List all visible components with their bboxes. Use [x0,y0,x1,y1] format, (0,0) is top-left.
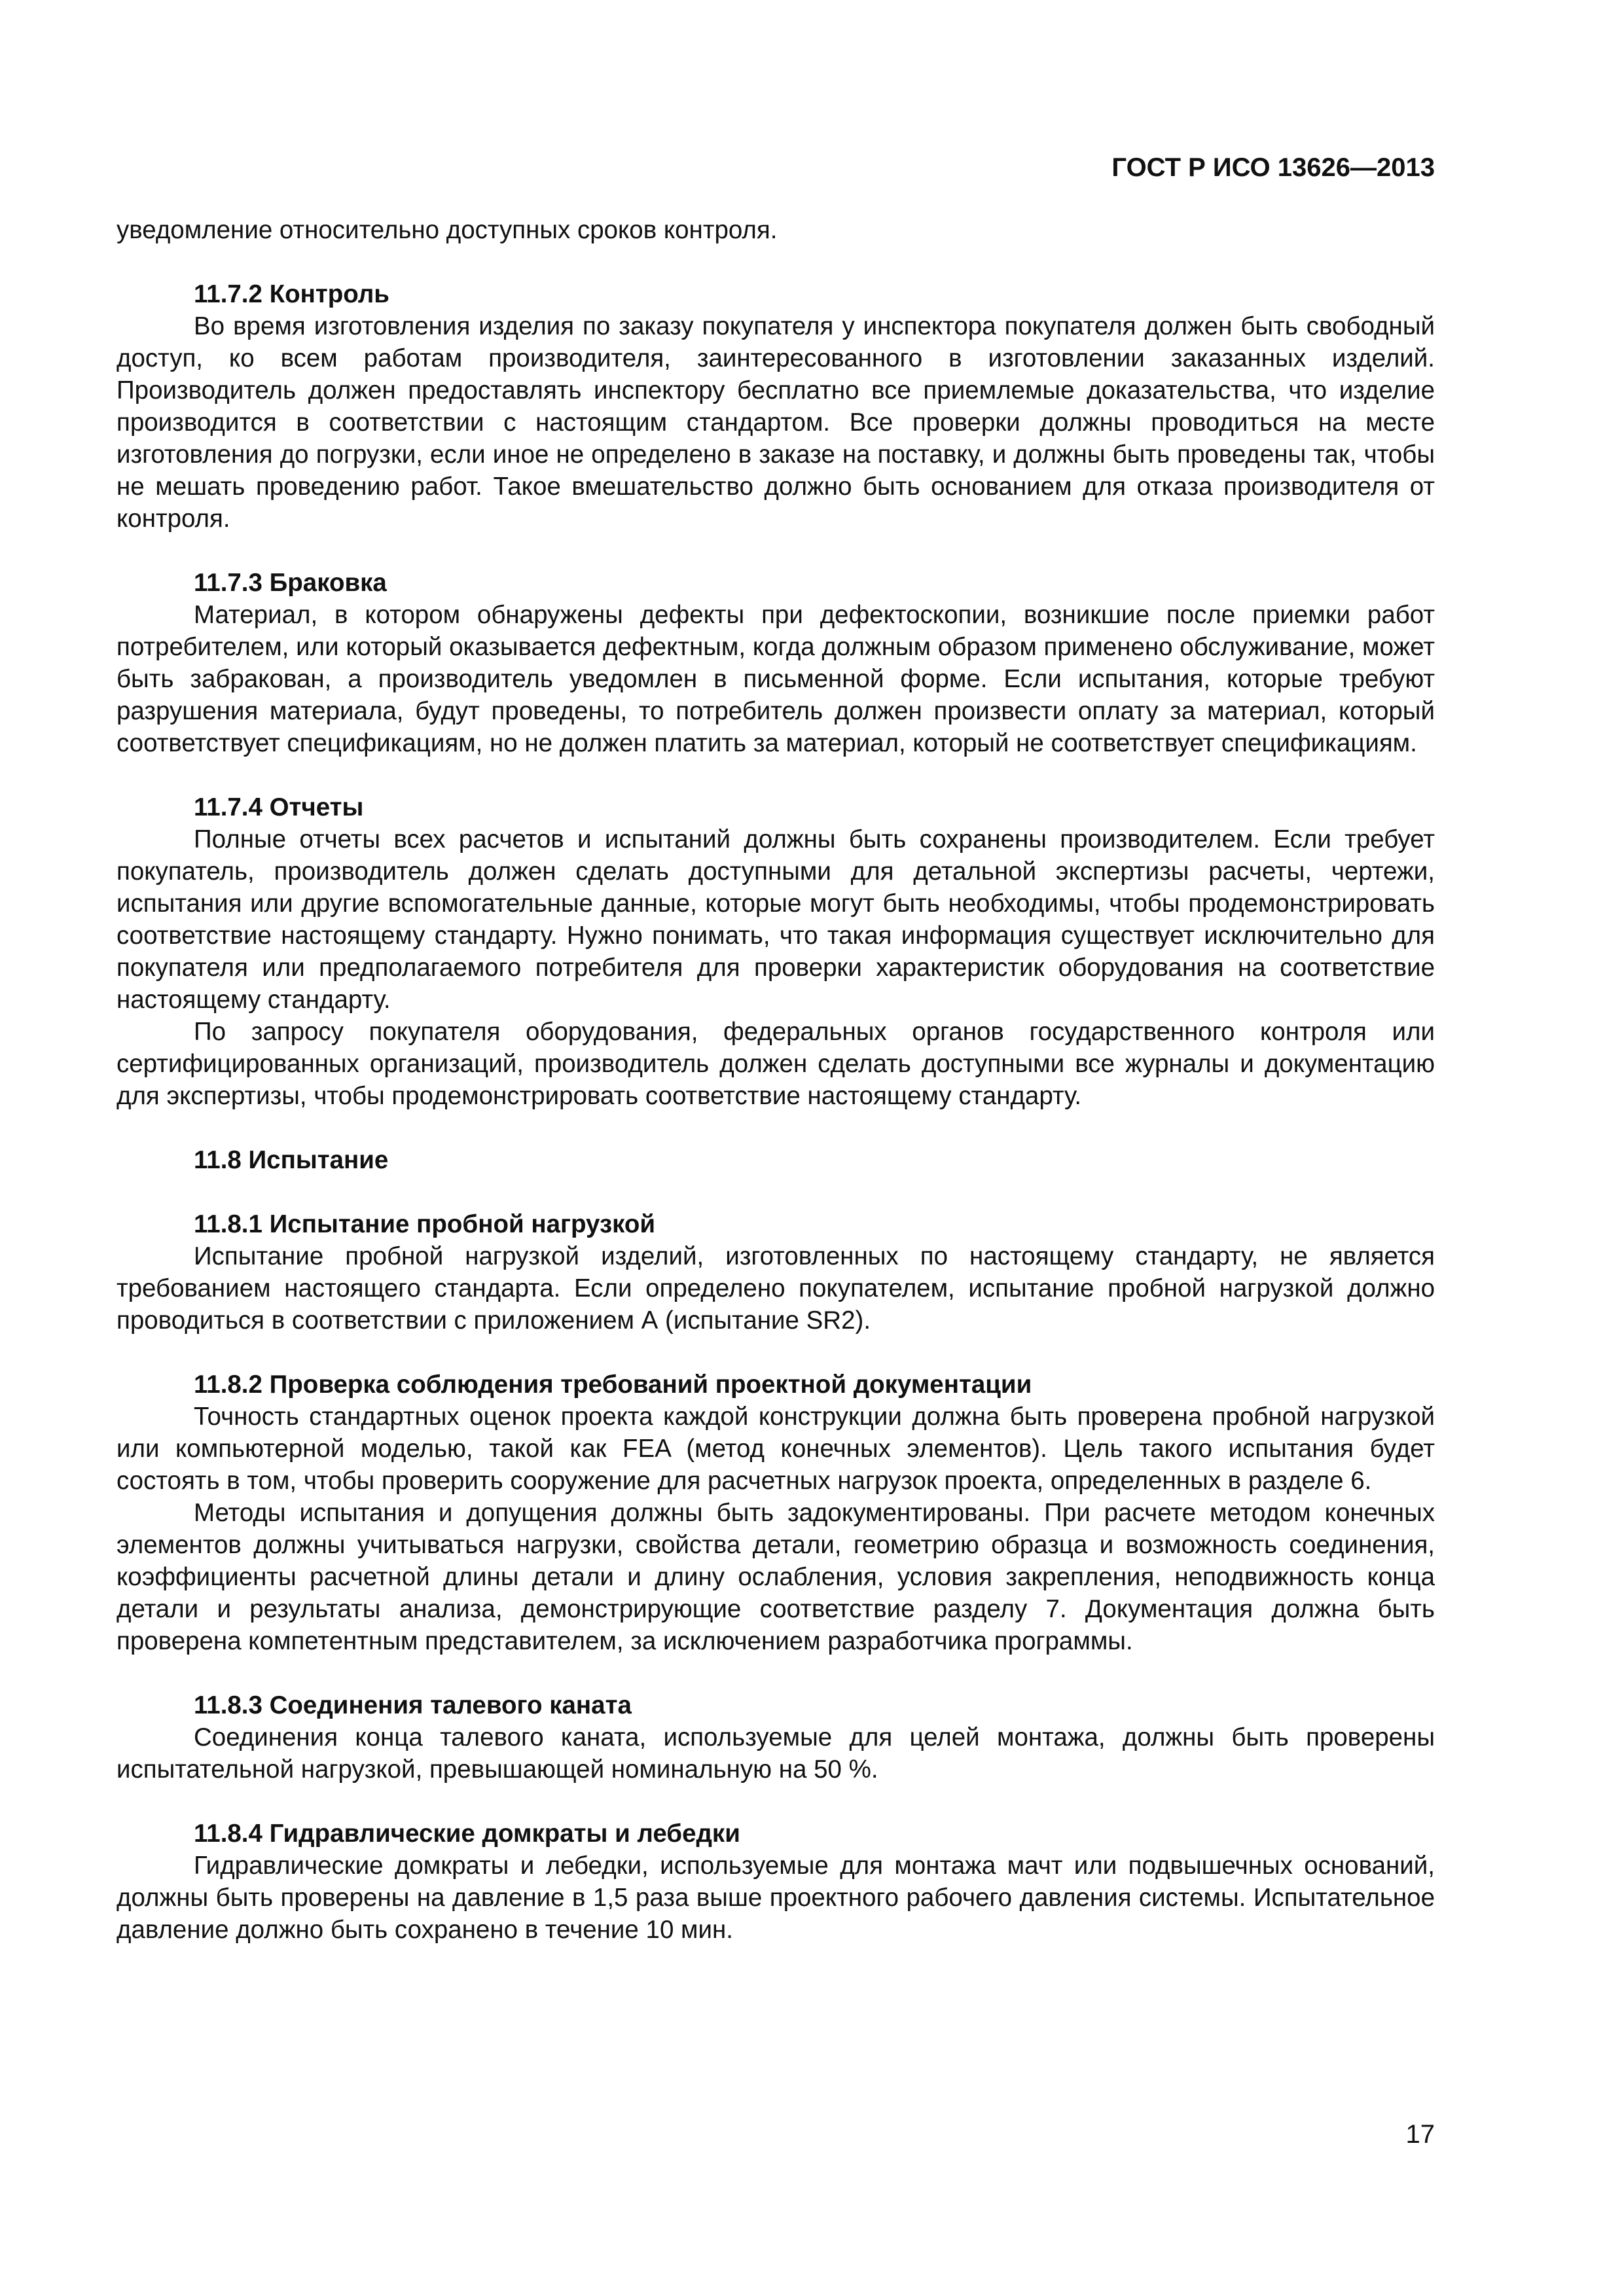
page-number: 17 [1405,2120,1435,2149]
section-heading-11-8-1: 11.8.1 Испытание пробной нагрузкой [194,1210,656,1238]
page-content [117,214,1435,1946]
continuation-paragraph: уведомление относительно доступных сроков контроля. [117,216,778,244]
running-header-standard-code: ГОСТ Р ИСО 13626—2013 [1111,153,1435,182]
section-paragraph: Материал, в котором обнаружены дефекты при дефектоскопии, возникшие после приемки работ потребителем, или который оказывается дефектным, когда должным образом применено обслуживание, может быть забракован, а производитель уведомлен в письменной форме. Если испытания, которые требуют разрушения материала, будут проведены, то потребитель должен произвести оплату за материал, который соответствует спецификациям, но не должен платить за материал, который не соответствует спецификациям. [117,601,1435,757]
section-heading-11-8-3: 11.8.3 Соединения талевого каната [194,1691,632,1719]
section-heading-11-7-3: 11.7.3 Браковка [194,569,387,597]
section-paragraph: По запросу покупателя оборудования, федеральных органов государственного контроля или сертифицированных организаций, производитель должен сделать доступными все журналы и документацию для экспертизы, чтобы продемонстрировать соответствие настоящему стандарту. [117,1018,1435,1110]
section-paragraph: Точность стандартных оценок проекта каждой конструкции должна быть проверена пробной нагрузкой или компьютерной моделью, такой как FEA (метод конечных элементов). Цель такого испытания будет состоять в том, чтобы проверить сооружение для расчетных нагрузок проекта, определенных в разделе 6. [117,1403,1435,1495]
section-paragraph: Полные отчеты всех расчетов и испытаний должны быть сохранены производителем. Если требует покупатель, производитель должен сделать доступными для детальной экспертизы расчеты, чертежи, испытания или другие вспомогательные данные, которые могут быть необходимы, чтобы продемонстрировать соответствие настоящему стандарту. Нужно понимать, что такая информация существует исключительно для покупателя или предполагаемого потребителя для проверки характеристик оборудования на соответствие настоящему стандарту. [117,825,1435,1014]
section-heading-11-8-2: 11.8.2 Проверка соблюдения требований проектной документации [194,1371,1032,1399]
section-paragraph: Методы испытания и допущения должны быть задокументированы. При расчете методом конечных элементов должны учитываться нагрузки, свойства детали, геометрию образца и возможность соединения, коэффициенты расчетной длины детали и длину ослабления, условия закрепления, неподвижность конца детали и результаты анализа, демонстрирующие соответствие разделу 7. Документация должна быть проверена компетентным представителем, за исключением разработчика программы. [117,1499,1435,1655]
section-heading-11-8: 11.8 Испытание [194,1146,389,1174]
section-heading-11-7-2: 11.7.2 Контроль [194,280,389,308]
section-paragraph: Во время изготовления изделия по заказу покупателя у инспектора покупателя должен быть свободный доступ, ко всем работам производителя, заинтересованного в изготовлении заказанных изделий. Производитель должен предоставлять инспектору бесплатно все приемлемые доказательства, что изделие производится в соответствии с настоящим стандартом. Все проверки должны проводиться на месте изготовления до погрузки, если иное не определено в заказе на поставку, и должны быть проведены так, чтобы не мешать проведению работ. Такое вмешательство должно быть основанием для отказа производителя от контроля. [117,312,1435,533]
section-paragraph: Соединения конца талевого каната, используемые для целей монтажа, должны быть проверены испытательной нагрузкой, превышающей номинальную на 50 %. [117,1723,1435,1784]
section-heading-11-7-4: 11.7.4 Отчеты [194,793,364,821]
section-paragraph: Гидравлические домкраты и лебедки, используемые для монтажа мачт или подвышечных оснований, должны быть проверены на давление в 1,5 раза выше проектного рабочего давления системы. Испытательное давление должно быть сохранено в течение 10 мин. [117,1852,1435,1944]
section-heading-11-8-4: 11.8.4 Гидравлические домкраты и лебедки [194,1820,740,1848]
section-paragraph: Испытание пробной нагрузкой изделий, изготовленных по настоящему стандарту, не является требованием настоящего стандарта. Если определено покупателем, испытание пробной нагрузкой должно проводиться в соответствии с приложением А (испытание SR2). [117,1242,1435,1335]
